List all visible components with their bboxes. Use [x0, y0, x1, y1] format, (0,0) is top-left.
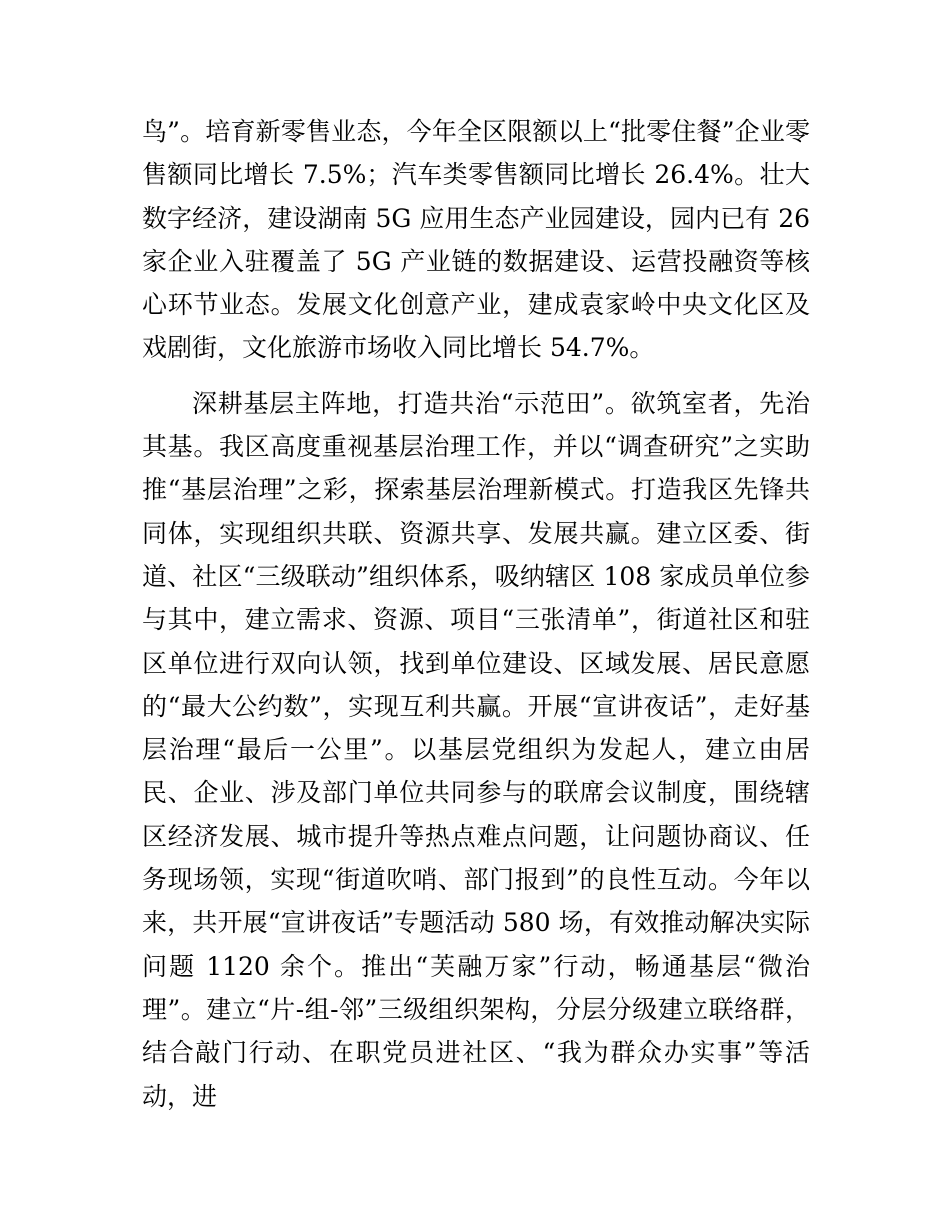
paragraph-spacer: [142, 370, 810, 382]
paragraph-continuation: 鸟”。培育新零售业态，今年全区限额以上“批零住餐”企业零售额同比增长 7.5%；汽车类零售额同比增长 26.4%。壮大数字经济，建设湖南 5G 应用生态产业园建设，园内已有 26 家企业入驻覆盖了 5G 产业链的数据建设、运营投融资等核心环节业态。发展文化创意产业，建成袁家岭中央文化区及戏剧街，文化旅游市场收入同比增长 54.7%。: [142, 117, 810, 363]
document-body: [142, 110, 810, 1118]
paragraph-grassroots-governance: 深耕基层主阵地，打造共治“示范田”。欲筑室者，先治其基。我区高度重视基层治理工作，并以“调查研究”之实助推“基层治理”之彩，探索基层治理新模式。打造我区先锋共同体，实现组织共联、资源共享、发展共赢。建立区委、街道、社区“三级联动”组织体系，吸纳辖区 108 家成员单位参与其中，建立需求、资源、项目“三张清单”，街道社区和驻区单位进行双向认领，找到单位建设、区域发展、居民意愿的“最大公约数”，实现互利共赢。开展“宣讲夜话”，走好基层治理“最后一公里”。以基层党组织为发起人，建立由居民、企业、涉及部门单位共同参与的联席会议制度，围绕辖区经济发展、城市提升等热点难点问题，让问题协商议、任务现场领，实现“街道吹哨、部门报到”的良性互动。今年以来，共开展“宣讲夜话”专题活动 580 场，有效推动解决实际问题 1120 余个。推出“芙融万家”行动，畅通基层“微治理”。建立“片-组-邻”三级组织架构，分层分级建立联络群，结合敲门行动、在职党员进社区、“我为群众办实事”等活动，进: [142, 388, 810, 1111]
